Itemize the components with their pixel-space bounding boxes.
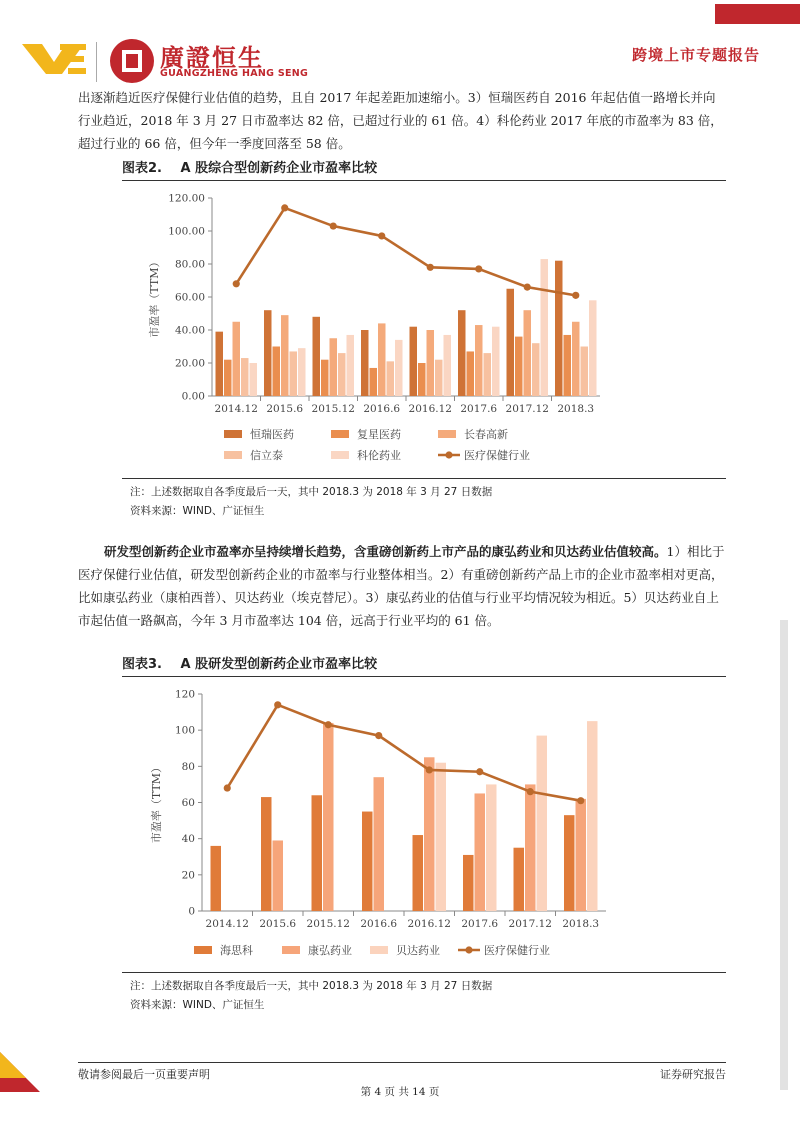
fig2-industry-line bbox=[236, 208, 576, 295]
fig2-y-tick-label: 0.00 bbox=[181, 390, 205, 403]
fig3-bar-3 bbox=[486, 784, 497, 911]
fig3-industry-point bbox=[476, 768, 483, 775]
page-number: 第 4 页 共 14 页 bbox=[360, 1086, 440, 1098]
fig3-legend-swatch bbox=[194, 946, 212, 954]
fig2-bar-2 bbox=[564, 335, 572, 396]
fig2-bar-1 bbox=[410, 327, 418, 396]
fig2-x-tick-label: 2016.12 bbox=[408, 403, 452, 415]
fig2-bar-3 bbox=[233, 322, 241, 396]
fig2-x-tick-label: 2014.12 bbox=[214, 403, 258, 415]
fig3-x-tick-label: 2016.6 bbox=[360, 918, 398, 930]
fig2-bar-4 bbox=[581, 347, 589, 397]
fig2-x-tick-label: 2015.6 bbox=[266, 403, 304, 415]
fig2-legend-swatch bbox=[224, 451, 242, 459]
fig2-y-tick-label: 20.00 bbox=[174, 357, 205, 370]
side-decoration-bar bbox=[780, 620, 788, 1090]
fig2-y-axis-label: 市盈率（TTM） bbox=[148, 256, 161, 338]
fig3-bar-2 bbox=[525, 784, 536, 911]
fig2-bar-4 bbox=[290, 351, 298, 396]
figure3-top-rule bbox=[122, 676, 726, 677]
figure3-bottom-rule bbox=[122, 972, 726, 973]
fig2-bar-5 bbox=[347, 335, 355, 396]
fig2-bar-2 bbox=[467, 351, 475, 396]
figure2-source: 资料来源：WIND、广证恒生 bbox=[130, 505, 265, 517]
fig2-bar-1 bbox=[458, 310, 466, 396]
fig2-bar-3 bbox=[475, 325, 483, 396]
fig2-bar-5 bbox=[298, 348, 306, 396]
fig3-bar-2 bbox=[475, 793, 486, 911]
figure3-title-text: A 股研发型创新药企业市盈率比较 bbox=[180, 657, 378, 672]
fig3-x-tick-label: 2017.12 bbox=[508, 918, 552, 930]
logo-divider bbox=[96, 42, 97, 82]
fig2-y-tick-label: 100.00 bbox=[168, 225, 205, 238]
fig2-legend-label: 长春高新 bbox=[464, 428, 508, 441]
fig3-legend-marker bbox=[465, 946, 472, 953]
fig3-legend-label: 海思科 bbox=[220, 944, 253, 957]
fig2-legend-marker bbox=[445, 451, 452, 458]
fig2-x-tick-label: 2018.3 bbox=[557, 403, 595, 415]
fig3-y-axis-label: 市盈率（TTM） bbox=[150, 761, 163, 844]
fig3-x-tick-label: 2015.6 bbox=[259, 918, 297, 930]
fig3-industry-point bbox=[577, 797, 584, 804]
fig2-industry-point bbox=[572, 292, 579, 299]
fig2-bar-2 bbox=[370, 368, 378, 396]
fig2-bar-2 bbox=[224, 360, 232, 396]
fig2-x-tick-label: 2016.6 bbox=[363, 403, 401, 415]
figure3-label: 图表3. bbox=[122, 657, 162, 672]
fig3-bar-1 bbox=[312, 795, 323, 911]
fig3-x-tick-label: 2018.3 bbox=[562, 918, 600, 930]
fig2-x-tick-label: 2017.6 bbox=[460, 403, 498, 415]
fig2-bar-4 bbox=[532, 343, 540, 396]
fig2-industry-point bbox=[427, 264, 434, 271]
figure2-bottom-rule bbox=[122, 478, 726, 479]
fig2-y-tick-label: 60.00 bbox=[174, 291, 205, 304]
fig2-bar-1 bbox=[361, 330, 369, 396]
fig3-bar-3 bbox=[587, 721, 598, 911]
fig2-bar-3 bbox=[378, 323, 386, 396]
fig2-industry-point bbox=[475, 265, 482, 272]
fig2-bar-5 bbox=[395, 340, 403, 396]
fig3-industry-point bbox=[527, 788, 534, 795]
fig3-bar-2 bbox=[273, 840, 284, 911]
fig3-y-tick-label: 120 bbox=[174, 688, 195, 701]
fig3-legend-label: 医疗保健行业 bbox=[484, 944, 550, 957]
footer-rule bbox=[78, 1062, 726, 1063]
fig2-bar-1 bbox=[507, 289, 515, 396]
fig2-bar-2 bbox=[418, 363, 426, 396]
fig3-x-tick-label: 2017.6 bbox=[461, 918, 499, 930]
report-type: 跨境上市专题报告 bbox=[631, 46, 760, 64]
figure2-note: 注：上述数据取自各季度最后一天，其中 2018.3 为 2018 年 3 月 27 日数据 bbox=[130, 486, 493, 498]
header-band bbox=[715, 4, 800, 24]
figure2-label: 图表2. bbox=[122, 161, 162, 176]
fig3-bar-1 bbox=[514, 848, 525, 911]
fig2-bar-1 bbox=[264, 310, 272, 396]
fig2-bar-4 bbox=[387, 361, 395, 396]
fig2-bar-5 bbox=[541, 259, 549, 396]
fig3-industry-point bbox=[375, 732, 382, 739]
fig2-legend-label: 医疗保健行业 bbox=[464, 449, 530, 462]
fig2-bar-4 bbox=[338, 353, 346, 396]
fig3-y-tick-label: 80 bbox=[181, 760, 195, 773]
footer-disclaimer: 敬请参阅最后一页重要声明 bbox=[78, 1068, 210, 1081]
fig3-bar-1 bbox=[211, 846, 222, 911]
fig2-bar-4 bbox=[435, 360, 443, 396]
fig3-x-tick-label: 2016.12 bbox=[407, 918, 451, 930]
figure2-chart bbox=[122, 182, 726, 476]
fig2-bar-3 bbox=[524, 310, 532, 396]
fig2-bar-4 bbox=[241, 358, 249, 396]
figure2-title-text: A 股综合型创新药企业市盈率比较 bbox=[180, 161, 378, 176]
fig3-y-tick-label: 60 bbox=[181, 797, 195, 809]
fig2-legend-label: 科伦药业 bbox=[357, 449, 401, 462]
fig3-bar-3 bbox=[436, 763, 447, 911]
company-name-en: GUANGZHENG HANG SENG bbox=[160, 68, 309, 79]
figure3-note: 注：上述数据取自各季度最后一天，其中 2018.3 为 2018 年 3 月 27 日数据 bbox=[130, 980, 493, 992]
fig3-x-tick-label: 2015.12 bbox=[306, 918, 350, 930]
fig3-industry-point bbox=[224, 784, 231, 791]
middle-paragraph bbox=[78, 540, 726, 632]
fig3-bar-1 bbox=[413, 835, 424, 911]
fig3-bar-3 bbox=[537, 736, 548, 911]
fig2-bar-5 bbox=[250, 363, 258, 396]
fig3-legend-swatch bbox=[282, 946, 300, 954]
fig3-legend-swatch bbox=[370, 946, 388, 954]
fig3-bar-2 bbox=[374, 777, 385, 911]
fig3-bar-1 bbox=[362, 812, 373, 911]
fig2-bar-3 bbox=[572, 322, 580, 396]
middle-body: 1）相比于医疗保健行业估值，研发型创新药企业的市盈率与行业整体相当。2）有重磅创新药产品上市的企业市盈率相对更高，比如康弘药业（康柏西普）、贝达药业（埃克替尼）。3）康弘药业的估值与行业平均情况较为相近。5）贝达药业自上市起估值一路飙高，今年 3 月市盈率达 104 倍，远高于行业平均的 61 倍。 bbox=[78, 544, 725, 628]
figure2-title bbox=[122, 158, 726, 180]
figure3-title bbox=[122, 654, 726, 676]
fig2-bar-5 bbox=[492, 327, 500, 396]
fig2-x-tick-label: 2015.12 bbox=[311, 403, 355, 415]
fig2-legend-label: 恒瑞医药 bbox=[250, 428, 294, 441]
fig2-bar-3 bbox=[281, 315, 289, 396]
figure3-source: 资料来源：WIND、广证恒生 bbox=[130, 999, 265, 1011]
fig2-bar-5 bbox=[444, 335, 452, 396]
fig3-bar-1 bbox=[261, 797, 272, 911]
fig3-bar-2 bbox=[424, 757, 435, 911]
fig2-bar-5 bbox=[589, 300, 597, 396]
fig2-bar-2 bbox=[321, 360, 329, 396]
fig2-industry-point bbox=[330, 222, 337, 229]
fig2-bar-3 bbox=[427, 330, 435, 396]
company-logo bbox=[20, 36, 160, 86]
fig2-industry-point bbox=[524, 284, 531, 291]
fig2-y-tick-label: 120.00 bbox=[168, 192, 205, 205]
fig2-industry-point bbox=[281, 204, 288, 211]
footer-report-label: 证券研究报告 bbox=[660, 1068, 726, 1081]
fig2-legend-swatch bbox=[331, 451, 349, 459]
fig2-bar-1 bbox=[216, 332, 224, 396]
fig2-y-tick-label: 40.00 bbox=[174, 324, 205, 337]
fig2-bar-1 bbox=[555, 261, 563, 396]
fig3-x-tick-label: 2014.12 bbox=[205, 918, 249, 930]
fig2-industry-point bbox=[378, 232, 385, 239]
fig2-legend-label: 信立泰 bbox=[250, 449, 283, 462]
fig2-bar-1 bbox=[313, 317, 321, 396]
fig3-y-tick-label: 40 bbox=[181, 833, 195, 846]
fig2-legend-swatch bbox=[331, 430, 349, 438]
company-name-cn: 廣證恒生 bbox=[160, 44, 264, 72]
fig3-bar-2 bbox=[576, 799, 587, 911]
fig2-bar-2 bbox=[273, 347, 281, 397]
fig2-y-tick-label: 80.00 bbox=[174, 258, 205, 271]
fig2-bar-4 bbox=[484, 353, 492, 396]
fig3-y-tick-label: 100 bbox=[174, 724, 195, 737]
fig2-legend-swatch bbox=[438, 430, 456, 438]
fig3-legend-label: 贝达药业 bbox=[396, 944, 440, 957]
fig3-industry-point bbox=[325, 721, 332, 728]
fig3-industry-point bbox=[426, 766, 433, 773]
fig2-legend-swatch bbox=[224, 430, 242, 438]
fig3-industry-point bbox=[274, 701, 281, 708]
fig3-bar-1 bbox=[564, 815, 575, 911]
figure2-top-rule bbox=[122, 180, 726, 181]
figure3-chart bbox=[122, 678, 726, 970]
fig3-y-tick-label: 20 bbox=[181, 869, 195, 882]
fig2-bar-2 bbox=[515, 337, 523, 396]
fig3-legend-label: 康弘药业 bbox=[308, 944, 352, 957]
fig3-y-tick-label: 0 bbox=[188, 905, 195, 918]
middle-bold-lead: 研发型创新药企业市盈率亦呈持续增长趋势，含重磅创新药上市产品的康弘药业和贝达药业估值较高。 bbox=[104, 544, 667, 559]
fig3-bar-1 bbox=[463, 855, 474, 911]
fig2-legend-label: 复星医药 bbox=[357, 428, 401, 441]
fig2-x-tick-label: 2017.12 bbox=[505, 403, 549, 415]
fig2-bar-3 bbox=[330, 338, 338, 396]
logo-graphic bbox=[20, 36, 160, 86]
intro-paragraph: 出逐渐趋近医疗保健行业估值的趋势，且自 2017 年起差距加速缩小。3）恒瑞医药自 2016 年起估值一路增长并向行业趋近，2018 年 3 月 27 日市盈率达 82 倍，已超过行业的 61 倍。4）科伦药业 2017 年底的市盈率为 83 倍，超过行业的 66 倍，但今年一季度回落至 58 倍。 bbox=[78, 90, 723, 151]
fig3-bar-2 bbox=[323, 723, 334, 911]
fig2-industry-point bbox=[233, 280, 240, 287]
